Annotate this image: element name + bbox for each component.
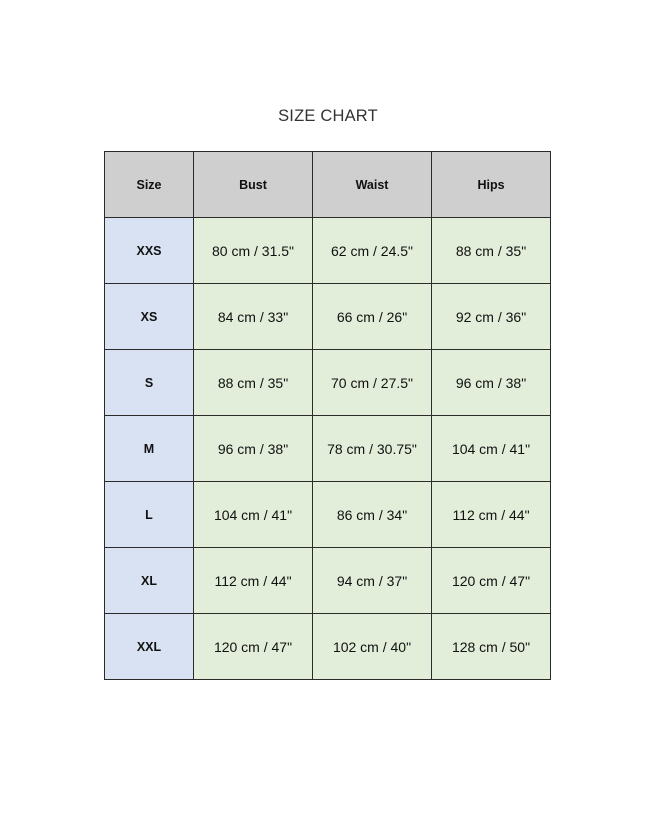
waist-cell: 62 cm / 24.5"	[313, 218, 432, 284]
page-title: SIZE CHART	[278, 107, 378, 125]
header-waist: Waist	[313, 152, 432, 218]
bust-cell: 104 cm / 41"	[194, 482, 313, 548]
waist-cell: 78 cm / 30.75"	[313, 416, 432, 482]
size-chart-table	[104, 151, 551, 680]
hips-cell: 120 cm / 47"	[432, 548, 551, 614]
size-cell: S	[105, 350, 194, 416]
header-bust: Bust	[194, 152, 313, 218]
table-row	[105, 284, 551, 350]
waist-cell: 94 cm / 37"	[313, 548, 432, 614]
header-hips: Hips	[432, 152, 551, 218]
table-row	[105, 416, 551, 482]
waist-cell: 102 cm / 40"	[313, 614, 432, 680]
bust-cell: 88 cm / 35"	[194, 350, 313, 416]
table-row	[105, 548, 551, 614]
table-row	[105, 614, 551, 680]
table-header-row	[105, 152, 551, 218]
size-cell: XXS	[105, 218, 194, 284]
table-row	[105, 482, 551, 548]
waist-cell: 70 cm / 27.5"	[313, 350, 432, 416]
header-size: Size	[105, 152, 194, 218]
hips-cell: 112 cm / 44"	[432, 482, 551, 548]
hips-cell: 96 cm / 38"	[432, 350, 551, 416]
bust-cell: 80 cm / 31.5"	[194, 218, 313, 284]
size-cell: XXL	[105, 614, 194, 680]
bust-cell: 120 cm / 47"	[194, 614, 313, 680]
hips-cell: 128 cm / 50"	[432, 614, 551, 680]
table-row	[105, 350, 551, 416]
hips-cell: 104 cm / 41"	[432, 416, 551, 482]
size-cell: M	[105, 416, 194, 482]
size-cell: XL	[105, 548, 194, 614]
bust-cell: 84 cm / 33"	[194, 284, 313, 350]
hips-cell: 92 cm / 36"	[432, 284, 551, 350]
bust-cell: 96 cm / 38"	[194, 416, 313, 482]
hips-cell: 88 cm / 35"	[432, 218, 551, 284]
waist-cell: 86 cm / 34"	[313, 482, 432, 548]
bust-cell: 112 cm / 44"	[194, 548, 313, 614]
size-cell: L	[105, 482, 194, 548]
waist-cell: 66 cm / 26"	[313, 284, 432, 350]
table-row	[105, 218, 551, 284]
size-cell: XS	[105, 284, 194, 350]
